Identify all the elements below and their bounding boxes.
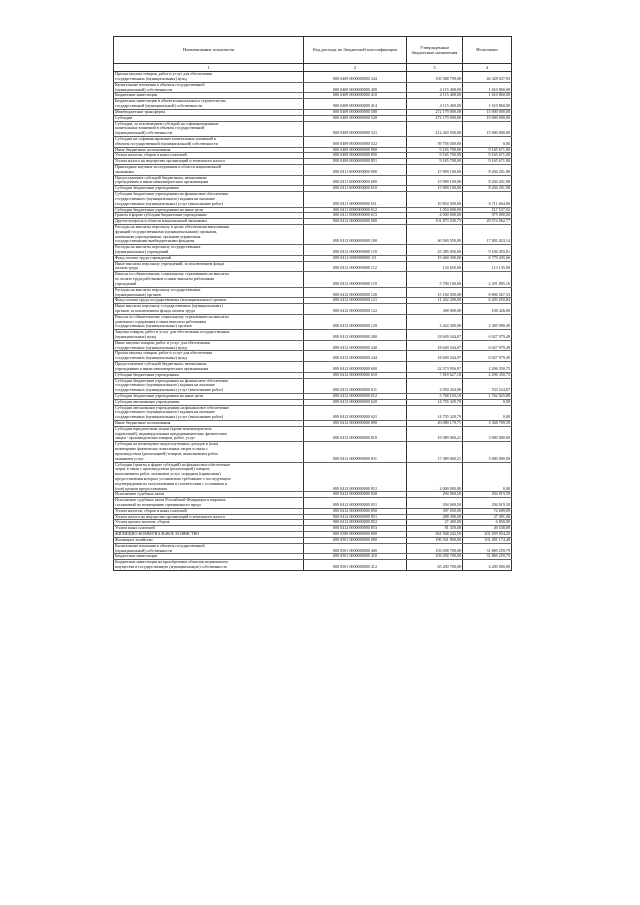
- row-executed: 3 000 000,00: [463, 442, 512, 462]
- row-code: 000 0501 0000000000 410: [304, 554, 407, 560]
- row-executed: 517 537,92: [463, 207, 512, 213]
- row-executed: 8 204 201,98: [463, 165, 512, 176]
- row-code: 000 0412 0000000000 851: [304, 514, 407, 520]
- row-approved: 397 050,00: [407, 508, 463, 514]
- row-approved: 7 818 627,18: [407, 372, 463, 378]
- row-code: 000 0412 0000000000 811: [304, 442, 407, 462]
- row-name: Субсидии (гранты в форме субсидий) на финансовое обеспечение затрат в связи с производством (реализацией) товаров, выполнением работ, оказанием услуг, порядком (правилами) предоставления которых установлено требование о последующем подтверждении их использования в соответствии с условиями и (или) целями предоставления: [114, 462, 304, 492]
- row-name: Межбюджетные трансферты: [114, 109, 304, 115]
- row-name: Субсидии бюджетным учреждениям: [114, 186, 304, 192]
- row-executed: 3 000 000,00: [463, 426, 512, 441]
- row-code: 000 0412 0000000000 111: [304, 255, 407, 261]
- row-approved: 5 768 193,18: [407, 393, 463, 399]
- row-name: Капитальные вложения в объекты государственной (муниципальной) собственности: [114, 82, 304, 93]
- row-approved: 65 200 700,00: [407, 560, 463, 571]
- header-indicator-name: Наименование показателя: [114, 37, 304, 64]
- table-row: [114, 165, 512, 176]
- row-approved: 2 000 000,00: [407, 462, 463, 492]
- row-approved: 20 080 179,71: [407, 421, 463, 427]
- row-code: 000 0412 0000000000 612: [304, 393, 407, 399]
- row-executed: 0,00: [463, 405, 512, 420]
- row-approved: 15 909 100,00: [407, 165, 463, 176]
- row-approved: 19 389 060,21: [407, 426, 463, 441]
- row-name: Гранты в форме субсидии бюджетным учреждениям: [114, 213, 304, 219]
- row-approved: 272 179 000,00: [407, 115, 463, 121]
- row-executed: 31 869 259,79: [463, 543, 512, 554]
- table-row: [114, 351, 512, 362]
- header-approved-budget: Утвержденные бюджетные назначения: [407, 37, 463, 64]
- row-approved: 22 573 956,97: [407, 362, 463, 373]
- row-name: Уплата налогов, сборов и иных платежей: [114, 508, 304, 514]
- row-name: Иные закупки товаров, работ и услуг для обеспечения государственных (муниципальных) нужд: [114, 340, 304, 351]
- row-approved: 288 300,00: [407, 514, 463, 520]
- row-executed: 294 019,50: [463, 492, 512, 498]
- row-name: Другие вопросы в области национальной экономики: [114, 219, 304, 225]
- row-name: Иные выплаты персоналу государственных (муниципальных) органов, за исключением фонда оплаты труда: [114, 304, 304, 315]
- row-code: 000 0409 0000000000 244: [304, 72, 407, 83]
- header-index-2: 2: [304, 64, 407, 72]
- row-name: Субсидии бюджетным учреждениям на финансовое обеспечение государственного (муниципального) задания на оказание государственных (муниципальных) услуг (выполнение работ): [114, 192, 304, 207]
- row-approved: 1 054 600,00: [407, 207, 463, 213]
- row-executed: 6 711 664,06: [463, 192, 512, 207]
- row-code: 000 0409 0000000000 521: [304, 121, 407, 136]
- row-executed: 46 328 637,93: [463, 72, 512, 83]
- row-name: Субсидии бюджетным учреждениям на иные цели: [114, 207, 304, 213]
- row-approved: 4 115 400,00: [407, 99, 463, 110]
- row-approved: 134 650,00: [407, 261, 463, 272]
- row-code: 000 0412 0000000000 000: [304, 219, 407, 225]
- header-index-1: 1: [114, 64, 304, 72]
- row-executed: 113 135,00: [463, 261, 512, 272]
- row-approved: 361 948 242,50: [407, 532, 463, 538]
- table-row: [114, 82, 512, 93]
- row-code: 000 0412 0000000000 853: [304, 526, 407, 532]
- row-approved: 212 420 500,00: [407, 121, 463, 136]
- row-approved: 11 452 200,00: [407, 298, 463, 304]
- row-executed: 2 296 350,75: [463, 362, 512, 373]
- row-code: 000 0412 0000000000 129: [304, 314, 407, 329]
- row-executed: 2 296 350,75: [463, 372, 512, 378]
- row-executed: 108 426,00: [463, 304, 512, 315]
- row-approved: 4 115 400,00: [407, 82, 463, 93]
- table-row: [114, 498, 512, 509]
- row-executed: 0,00: [463, 399, 512, 405]
- table-row: [114, 462, 512, 492]
- row-name: Бюджетные инвестиции на приобретение объектов недвижимого имущества в государственную (муниципальную) собственность: [114, 560, 304, 571]
- row-code: 000 0412 0000000000 100: [304, 224, 407, 244]
- row-code: 000 0412 0000000000 831: [304, 498, 407, 509]
- row-code: 000 0501 0000000000 400: [304, 543, 407, 554]
- row-executed: 17 881 023,14: [463, 224, 512, 244]
- row-executed: 6 027 979,49: [463, 351, 512, 362]
- table-row: [114, 442, 512, 462]
- row-name: Бюджетные инвестиции в объекты капитального строительства государственной (муниципальной) собственности: [114, 99, 304, 110]
- row-executed: 31 869 259,79: [463, 554, 512, 560]
- row-code: 000 0409 0000000000 500: [304, 109, 407, 115]
- row-approved: 18 649 344,07: [407, 330, 463, 341]
- row-code: 000 0412 0000000000 112: [304, 261, 407, 272]
- row-approved: 4 115 400,00: [407, 93, 463, 99]
- row-name: Прочая закупка товаров, работ и услуг для обеспечения государственных (муниципальных) нужд: [114, 351, 304, 362]
- row-executed: 8 204 201,98: [463, 186, 512, 192]
- row-approved: 4 000 000,00: [407, 213, 463, 219]
- row-name: Субсидии автономным учреждениям: [114, 399, 304, 405]
- budget-table-sheet: [113, 36, 511, 571]
- row-executed: 6 027 979,49: [463, 330, 512, 341]
- table-row: [114, 121, 512, 136]
- row-executed: 6 203 050,84: [463, 298, 512, 304]
- row-name: Субсидии автономным учреждениям на финансовое обеспечение государственного (муниципального) задания на оказание государственных (муниципальных) услуг (выполнение работ): [114, 405, 304, 420]
- row-name: Субсидии: [114, 115, 304, 121]
- row-code: 000 0412 0000000000 852: [304, 520, 407, 526]
- row-code: 000 0412 0000000000 121: [304, 298, 407, 304]
- row-executed: 29 574 062,77: [463, 219, 512, 225]
- row-code: 000 0412 0000000000 812: [304, 462, 407, 492]
- row-code: 000 0501 0000000000 000: [304, 537, 407, 543]
- row-approved: 294 069,50: [407, 498, 463, 509]
- row-name: Субсидии юридическим лицам (кроме некоммерческих organizaций), индивидуальным предпринимателям, физическим лицам - производителям товаров, работ, услуг: [114, 426, 304, 441]
- row-executed: 6 779 435,66: [463, 255, 512, 261]
- row-name: Иные бюджетные ассигнования: [114, 421, 304, 427]
- row-approved: 19 460 300,00: [407, 255, 463, 261]
- row-approved: 14 755 329,79: [407, 405, 463, 420]
- row-code: 000 0412 0000000000 240: [304, 340, 407, 351]
- row-approved: 10 854 500,00: [407, 192, 463, 207]
- row-name: Расходы на выплаты персоналу в целях обеспечения выполнения функций государственными (муниципальными) органами, казенными учреждениями, органами управления государственными внебюджетными фондами: [114, 224, 304, 244]
- row-approved: 101 873 030,75: [407, 219, 463, 225]
- table-header: [114, 37, 512, 72]
- table-row: [114, 287, 512, 298]
- table-row: [114, 192, 512, 207]
- row-name: Жилищное хозяйство: [114, 537, 304, 543]
- row-name: Субсидии бюджетным учреждениям на финансовое обеспечение государственного (муниципального) задания на оказание государственных (муниципальных) услуг (выполнение работ): [114, 378, 304, 393]
- row-code: 000 0501 0000000000 412: [304, 560, 407, 571]
- row-name: Уплата налогов, сборов и иных платежей: [114, 153, 304, 159]
- row-code: 000 0412 0000000000 800: [304, 421, 407, 427]
- row-approved: 81 350,00: [407, 526, 463, 532]
- row-name: Субсидии на софинансирование капитальных вложений в объекты государственной (муниципальной) собственности: [114, 136, 304, 147]
- row-approved: 15 909 100,00: [407, 186, 463, 192]
- row-approved: 2 050 434,00: [407, 378, 463, 393]
- row-approved: 9 165 700,00: [407, 153, 463, 159]
- row-code: 000 0412 0000000000 110: [304, 245, 407, 256]
- row-approved: 15 184 500,00: [407, 287, 463, 298]
- table-row: [114, 72, 512, 83]
- row-name: Фонд оплаты труда учреждений: [114, 255, 304, 261]
- row-approved: 40 569 550,00: [407, 224, 463, 244]
- row-name: Уплата налога на имущество организаций и земельного налога: [114, 159, 304, 165]
- row-name: Прикладные научные исследования в области национальной экономики: [114, 165, 304, 176]
- header-expense-code: Код расхода по бюджетной классификации: [304, 37, 407, 64]
- row-approved: 59 758 500,00: [407, 136, 463, 147]
- row-executed: 9 184 455,81: [463, 245, 512, 256]
- row-executed: 8 204 201,98: [463, 175, 512, 186]
- row-code: 000 0412 0000000000 122: [304, 304, 407, 315]
- row-name: Уплата иных платежей: [114, 526, 304, 532]
- row-code: 000 0411 0000000000 612: [304, 207, 407, 213]
- row-executed: 294 019,50: [463, 498, 512, 509]
- table-row: [114, 136, 512, 147]
- row-approved: 196 541 800,00: [407, 537, 463, 543]
- table-row: [114, 362, 512, 373]
- row-code: 000 0409 0000000000 520: [304, 115, 407, 121]
- row-executed: 1 610 860,00: [463, 82, 512, 93]
- row-executed: 40 338,89: [463, 526, 512, 532]
- table-row: [114, 560, 512, 571]
- row-name: Исполнение судебных актов: [114, 492, 304, 498]
- row-code: 000 0411 0000000000 613: [304, 213, 407, 219]
- row-executed: 9 165 671,00: [463, 159, 512, 165]
- row-executed: 15 000 000,00: [463, 115, 512, 121]
- row-executed: 1 610 860,00: [463, 93, 512, 99]
- row-code: 000 0412 0000000000 830: [304, 492, 407, 498]
- row-code: 000 0412 0000000000 850: [304, 508, 407, 514]
- row-name: Уплата налога на имущество организаций и земельного налога: [114, 514, 304, 520]
- row-executed: 15 000 000,00: [463, 109, 512, 115]
- row-name: Бюджетные инвестиции: [114, 93, 304, 99]
- row-code: 000 0412 0000000000 600: [304, 362, 407, 373]
- row-code: 000 0412 0000000000 810: [304, 426, 407, 441]
- row-executed: 2 291 885,16: [463, 272, 512, 287]
- header-executed: Исполнено: [463, 37, 512, 64]
- row-code: 000 0411 0000000000 000: [304, 165, 407, 176]
- table-row: [114, 261, 512, 272]
- table-row: [114, 543, 512, 554]
- row-approved: 9 165 700,00: [407, 147, 463, 153]
- table-row: [114, 99, 512, 110]
- row-code: 000 0412 0000000000 200: [304, 330, 407, 341]
- row-approved: 308 000,00: [407, 304, 463, 315]
- row-approved: 18 649 344,07: [407, 340, 463, 351]
- row-executed: 1 762 825,88: [463, 393, 512, 399]
- table-row: [114, 378, 512, 393]
- row-executed: 9 165 671,00: [463, 153, 512, 159]
- table-row: [114, 340, 512, 351]
- row-code: 000 0409 0000000000 410: [304, 93, 407, 99]
- row-name: Субсидии на возмещение недополученных доходов и (или) возмещение фактически понесенных затрат в связи с производством (реализацией) товаров, выполнением работ, оказанием услуг: [114, 442, 304, 462]
- row-name: Закупка товаров, работ и услуг для обеспечения государственных (муниципальных) нужд: [114, 330, 304, 341]
- table-row: [114, 304, 512, 315]
- row-approved: 103 058 700,00: [407, 554, 463, 560]
- row-approved: 15 909 100,00: [407, 175, 463, 186]
- row-code: 000 0409 0000000000 850: [304, 153, 407, 159]
- row-code: 000 0411 0000000000 600: [304, 175, 407, 186]
- row-executed: 15 000 000,00: [463, 121, 512, 136]
- table-row: [114, 330, 512, 341]
- row-approved: 3 424 300,00: [407, 314, 463, 329]
- row-code: 000 0409 0000000000 800: [304, 147, 407, 153]
- table-body: [114, 72, 512, 571]
- header-index-3: 3: [407, 64, 463, 72]
- row-code: 000 0409 0000000000 522: [304, 136, 407, 147]
- row-approved: 25 385 050,00: [407, 245, 463, 256]
- row-code: 000 0412 0000000000 611: [304, 378, 407, 393]
- row-code: 000 0409 0000000000 400: [304, 82, 407, 93]
- row-executed: 9 165 671,00: [463, 147, 512, 153]
- row-name: Бюджетные инвестиции: [114, 554, 304, 560]
- row-executed: 1 610 860,00: [463, 99, 512, 110]
- table-row: [114, 426, 512, 441]
- row-name: Исполнение судебных актов Российской Федерации и мировых соглашений по возмещению причиненного вреда: [114, 498, 304, 509]
- row-name: Субсидии, за исключением субсидий на софинансирование капитальных вложений в объекты государственной (муниципальной) собственности: [114, 121, 304, 136]
- table-row: [114, 405, 512, 420]
- row-executed: 6 027 979,49: [463, 340, 512, 351]
- row-approved: 272 179 000,00: [407, 109, 463, 115]
- row-approved: 17 389 060,21: [407, 442, 463, 462]
- table-row: [114, 224, 512, 244]
- row-name: Фонд оплаты труда государственных (муниципальных) органов: [114, 298, 304, 304]
- row-executed: 201 059 854,20: [463, 532, 512, 538]
- row-code: 000 0412 0000000000 244: [304, 351, 407, 362]
- table-row: [114, 175, 512, 186]
- row-code: 000 0412 0000000000 610: [304, 372, 407, 378]
- header-index-4: 4: [463, 64, 512, 72]
- row-code: 000 0412 0000000000 119: [304, 272, 407, 287]
- row-name: Иные бюджетные ассигнования: [114, 147, 304, 153]
- row-code: 000 0500 0000000000 000: [304, 532, 407, 538]
- row-name: Иные выплаты персоналу учреждений, за исключением фонда оплаты труда: [114, 261, 304, 272]
- row-code: 000 0412 0000000000 620: [304, 399, 407, 405]
- row-executed: 533 524,87: [463, 378, 512, 393]
- row-executed: 3 368 709,39: [463, 421, 512, 427]
- row-code: 000 0409 0000000000 414: [304, 99, 407, 110]
- table-row: [114, 272, 512, 287]
- row-executed: 101 481 174,48: [463, 537, 512, 543]
- row-name: Субсидии бюджетным учреждениям: [114, 372, 304, 378]
- row-approved: 294 069,50: [407, 492, 463, 498]
- row-approved: 5 790 100,00: [407, 272, 463, 287]
- row-name: Уплата прочих налогов, сборов: [114, 520, 304, 526]
- row-executed: 74 689,89: [463, 508, 512, 514]
- row-name: Расходы на выплаты персоналу государственных (муниципальных) органов: [114, 287, 304, 298]
- table-row: [114, 245, 512, 256]
- row-approved: 103 058 700,00: [407, 543, 463, 554]
- row-executed: 2 385 090,49: [463, 314, 512, 329]
- row-code: 000 0409 0000000000 851: [304, 159, 407, 165]
- row-name: Взносы по обязательному социальному страхованию на выплаты денежного содержания и иные выплаты работникам государственных (муниципальных) органов: [114, 314, 304, 329]
- row-executed: 975 000,00: [463, 213, 512, 219]
- row-name: ЖИЛИЩНО-КОММУНАЛЬНОЕ ХОЗЯЙСТВО: [114, 532, 304, 538]
- row-executed: 27 491,00: [463, 514, 512, 520]
- budget-execution-table: [113, 36, 512, 571]
- row-name: Предоставление субсидий бюджетным, автономным учреждениям и иным некоммерческим организациям: [114, 175, 304, 186]
- row-approved: 18 649 344,07: [407, 351, 463, 362]
- table-row: [114, 314, 512, 329]
- row-code: 000 0411 0000000000 610: [304, 186, 407, 192]
- row-executed: 6 850,00: [463, 520, 512, 526]
- row-code: 000 0412 0000000000 120: [304, 287, 407, 298]
- row-executed: 0,00: [463, 462, 512, 492]
- row-name: Расходы на выплаты персоналу государственных (муниципальных) учреждений: [114, 245, 304, 256]
- row-approved: 105 588 790,00: [407, 72, 463, 83]
- row-name: Субсидии бюджетным учреждениям на иные цели: [114, 393, 304, 399]
- row-executed: 8 696 567,33: [463, 287, 512, 298]
- row-approved: 9 165 700,00: [407, 159, 463, 165]
- row-name: Предоставление субсидий бюджетным, автономным учреждениям и иным некоммерческим организациям: [114, 362, 304, 373]
- row-approved: 27 400,00: [407, 520, 463, 526]
- row-name: Взносы по обязательному социальному страхованию на выплаты по оплате труда работников и иные выплаты работникам учреждений: [114, 272, 304, 287]
- row-code: 000 0412 0000000000 621: [304, 405, 407, 420]
- row-executed: 0,00: [463, 136, 512, 147]
- row-name: Капитальные вложения в объекты государственной (муниципальной) собственности: [114, 543, 304, 554]
- row-code: 000 0411 0000000000 611: [304, 192, 407, 207]
- row-name: Прочая закупка товаров, работ и услуг для обеспечения государственных (муниципальных) нужд: [114, 72, 304, 83]
- row-executed: 4 200 000,00: [463, 560, 512, 571]
- row-approved: 14 755 329,79: [407, 399, 463, 405]
